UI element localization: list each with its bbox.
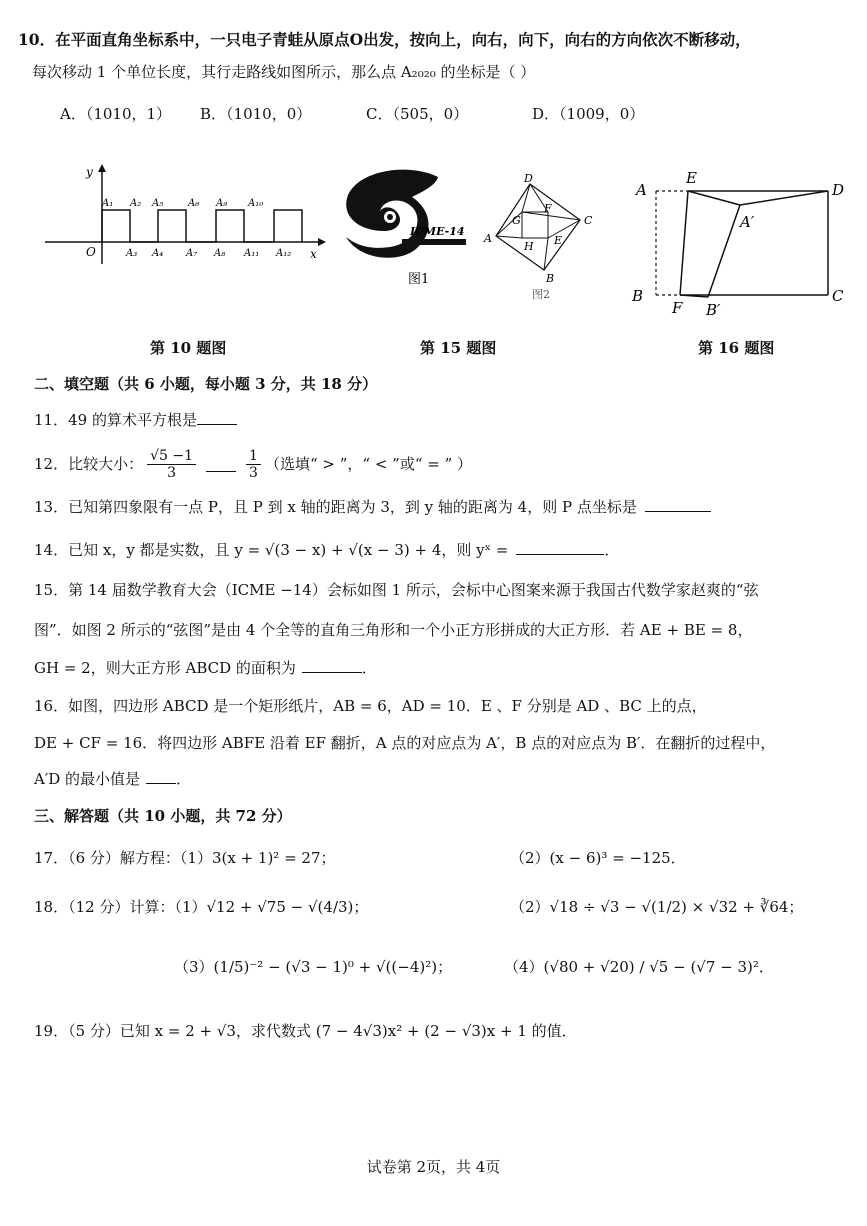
q18-part3: （3）(1/5)⁻² − (√3 − 1)⁰ + √((−4)²)； [174,958,453,976]
fig16-label-e: E [686,169,697,187]
fig15-caption: 第 15 题图 [420,339,497,357]
q16-line3-text: A′D 的最小值是 [34,770,141,788]
q10-option-b: B．（1010，0） [200,105,312,123]
fig15b-label-g: G [512,214,521,227]
logo-text: ICME-14 [410,225,465,238]
fig15-xiantu-diagram [482,170,602,305]
fig15-figure2-label: 图2 [532,288,550,301]
fig10-label-a5: A₅ [152,198,164,209]
q12-answer-blank[interactable] [206,457,236,472]
q14-answer-blank[interactable] [516,540,604,555]
fig10-label-a2: A₂ [130,198,142,209]
q19: 19．（5 分）已知 x = 2 + √3，求代数式 (7 − 4√3)x² + (2 − √3)x + 1 的值． [34,1022,577,1040]
fig10-label-a8: A₈ [214,248,226,259]
q11 [34,410,237,430]
fig10-label-a4: A₄ [152,248,164,259]
section3-title: 三、解答题（共 10 小题，共 72 分） [34,807,292,825]
fig15b-label-h: H [524,240,534,253]
q16-answer-blank[interactable] [146,769,176,784]
q12-prefix: 12．比较大小： [34,455,144,473]
q10-line1: 10．在平面直角坐标系中，一只电子青蛙从原点O出发，按向上，向右，向下，向右的方向依次不断移动， [18,30,751,49]
q12-frac2-numerator: 1 [246,448,261,465]
q17-part1: 17．（6 分）解方程：（1）3(x + 1)² = 27； [34,849,336,867]
q10-option-c: C．（505，0） [366,105,469,123]
fig15b-label-d: D [524,172,533,185]
fig10-label-a7: A₇ [186,248,198,259]
q12-frac2-denominator: 3 [249,464,258,481]
fig15b-label-b: B [546,272,555,285]
fig10-path-diagram [40,160,330,270]
q15-line3: GH = 2，则大正方形 ABCD 的面积为 ． [34,659,377,677]
fig10-label-a9: A₉ [216,198,228,209]
fig15b-label-e: E [554,234,563,247]
q11-answer-blank[interactable] [197,410,237,425]
q12 [34,444,472,484]
fig10-label-a6: A₆ [188,198,200,209]
q14-text: 14．已知 x，y 都是实数，且 y = √(3 − x) + √(x − 3) + 4，则 yˣ = [34,541,509,559]
q15-line2: 图”．如图 2 所示的“弦图”是由 4 个全等的直角三角形和一个小正方形拼成的大正方形．若 AE + BE = 8， [34,621,753,639]
fig10-label-a11: A₁₁ [244,248,260,259]
icme-logo-figure [340,165,480,290]
section2-title: 二、填空题（共 6 小题，每小题 3 分，共 18 分） [34,375,378,393]
fig10-y-label: y [86,165,93,179]
q13-text: 13．已知第四象限有一点 P，且 P 到 x 轴的距离为 3，到 y 轴的距离为 4，则 P 点坐标是 [34,498,637,516]
fig15b-label-c: C [584,214,593,227]
fig16-label-c: C [832,287,844,305]
q12-suffix: （选填“ > ”，“ < ”或“ = ” ） [264,455,473,473]
fig10-x-label: x [310,247,317,261]
q16-line3: A′D 的最小值是 ． [34,770,192,788]
fig10-origin-label: O [86,245,96,259]
fig16-label-a-prime: A′ [740,213,755,231]
q12-frac1-numerator: √5 −1 [147,448,196,465]
fig15b-label-f: F [544,202,552,215]
fig10-label-a3: A₃ [126,248,138,259]
fig10-label-a1: A₁ [102,198,114,209]
fig10-label-a12: A₁₂ [276,248,292,259]
fig10-label-a10: A₁₀ [248,198,264,209]
q10-option-d: D．（1009，0） [532,105,645,123]
q12-fraction-2 [246,448,261,481]
fig16-label-a: A [636,181,647,199]
q18-part2: （2）√18 ÷ √3 − √(1/2) × √32 + ∛64； [510,898,804,916]
fig15-figure1-label: 图1 [408,272,430,287]
q14: 14．已知 x，y 都是实数，且 y = √(3 − x) + √(x − 3) + 4，则 yˣ = ． [34,541,620,559]
fig16-label-f: F [672,299,683,317]
fig16-label-d: D [832,181,845,199]
q15-answer-blank[interactable] [302,658,362,673]
fig10-caption: 第 10 题图 [150,339,227,357]
fig16-label-b-prime: B′ [706,301,721,319]
fig16-caption: 第 16 题图 [698,339,775,357]
page-footer: 试卷第 2页，共 4页 [366,1158,501,1176]
q13-answer-blank[interactable] [645,497,711,512]
q16-line1: 16．如图，四边形 ABCD 是一个矩形纸片，AB = 6，AD = 10．E 、F 分别是 AD 、BC 上的点， [34,697,707,715]
q11-text: 11．49 的算术平方根是 [34,411,197,429]
q10-line2: 每次移动 1 个单位长度，其行走路线如图所示，那么点 A₂₀₂₀ 的坐标是（ ） [32,63,536,81]
fig15b-label-a: A [484,232,492,245]
q18-part1: 18．（12 分）计算：（1）√12 + √75 − √(4/3)； [34,898,369,916]
fig16-label-b: B [632,287,644,305]
q15-line1: 15．第 14 届数学教育大会（ICME −14）会标如图 1 所示，会标中心图案来源于我国古代数学家赵爽的“弦 [34,581,759,599]
fig16-fold-diagram [628,165,858,325]
q12-frac1-denominator: 3 [167,464,177,481]
q10-option-a: A．（1010，1） [60,105,172,123]
q15-line3-text: GH = 2，则大正方形 ABCD 的面积为 [34,659,296,677]
q16-line2: DE + CF = 16．将四边形 ABFE 沿着 EF 翻折，A 点的对应点为 A′，B 点的对应点为 B′．在翻折的过程中， [34,734,776,752]
q18-part4: （4）(√80 + √20) / √5 − (√7 − 3)²． [504,958,774,976]
q17-part2: （2）(x − 6)³ = −125． [510,849,686,867]
q12-fraction-1 [147,448,196,481]
q13 [34,497,711,517]
